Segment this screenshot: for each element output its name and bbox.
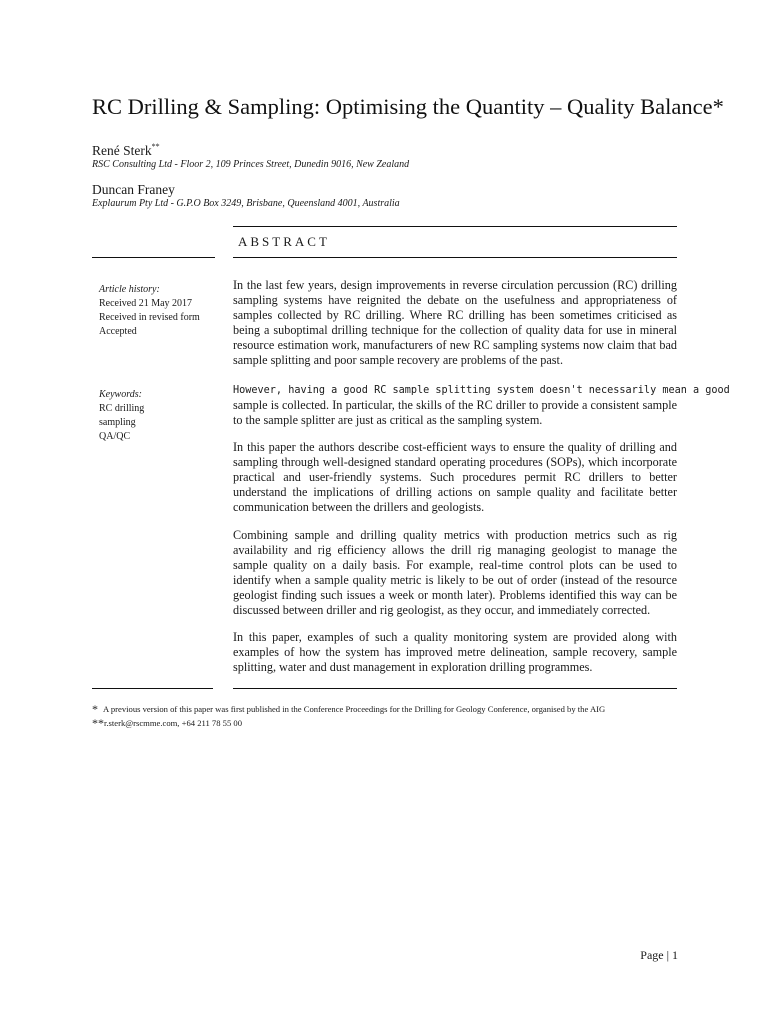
keyword-item: sampling — [99, 417, 136, 428]
keywords-heading: Keywords: — [99, 389, 142, 400]
author-name — [92, 142, 160, 159]
footnote-2-mark: ** — [92, 716, 104, 730]
abstract-bottom-rule — [233, 688, 677, 689]
abstract-paragraph-2-first-line: However, having a good RC sample splitting system doesn't necessarily mean a good — [233, 385, 730, 396]
footnote-2-text: r.sterk@rscmme.com, +64 211 78 55 00 — [104, 718, 242, 728]
article-history-received: Received 21 May 2017 — [99, 298, 193, 309]
page-number: Page | 1 — [640, 948, 678, 962]
keywords — [99, 388, 144, 444]
article-history-revised: Received in revised form — [99, 312, 200, 323]
article-history — [99, 283, 200, 339]
footnote-1-mark: * — [92, 702, 98, 716]
sidebar-top-rule — [92, 257, 215, 258]
keyword-item: RC drilling — [99, 403, 145, 414]
abstract-paragraph-5: In this paper, examples of such a quality monitoring system are provided along with examples of how the system has improved metre delineation, sample recovery, sample splitting, water and dust management in exploration drilling programmes. — [233, 630, 677, 674]
abstract-heading-rule — [233, 257, 677, 258]
author-1-footnote-mark: ** — [151, 142, 160, 151]
abstract-paragraph-4: Combining sample and drilling quality metrics with production metrics such as rig availability and rig efficiency allows the drill rig managing geologist to manage the sample quality on a daily basis. For example, real-time control plots can be used to identify when a sample quality metric is likely to be out of order (instead of the resource geologist finding such issues a week or month later). Problems identified this way can be discussed between driller and rig geologist, as they occur, and immediately corrected. — [233, 528, 677, 617]
abstract-paragraph-2: sample is collected. In particular, the skills of the RC driller to provide a consistent sample to the sample splitter are just as critical as the sampling system. — [233, 398, 677, 427]
abstract-paragraph-3: In this paper the authors describe cost-efficient ways to ensure the quality of drilling and sampling through well-designed standard operating procedures (SOPs), which incorporate practical and user-friendly systems. Such procedures permit RC drillers to better understand the implications of drilling actions on sample quality and facilitate better communication between the drillers and geologists. — [233, 440, 677, 514]
keyword-item: QA/QC — [99, 431, 131, 442]
paper-title: RC Drilling & Sampling: Optimising the Quantity – Quality Balance* — [92, 94, 724, 119]
author-1-affiliation: RSC Consulting Ltd - Floor 2, 109 Princes Street, Dunedin 9016, New Zealand — [92, 159, 410, 170]
article-history-accepted: Accepted — [99, 326, 137, 337]
abstract-heading: ABSTRACT — [238, 234, 330, 249]
author-2-affiliation: Explaurum Pty Ltd - G.P.O Box 3249, Brisbane, Queensland 4001, Australia — [92, 198, 400, 209]
footnote-2 — [92, 716, 242, 731]
author-2-name: Duncan Franey — [92, 182, 175, 197]
footnote-1-text: A previous version of this paper was first published in the Conference Proceedings for the Drilling for Geology Conference, organised by the AIG — [103, 704, 606, 714]
footnote-1 — [92, 702, 605, 717]
article-history-heading: Article history: — [99, 284, 160, 295]
footnote-separator-left — [92, 688, 213, 689]
abstract-top-rule — [233, 226, 677, 227]
author-1-name: René Sterk — [92, 143, 152, 158]
abstract-paragraph-1: In the last few years, design improvements in reverse circulation percussion (RC) drilling sampling systems have reignited the debate on the usefulness and appropriateness of samples collected by RC drilling. Where RC drilling has been sometimes criticised as being a suboptimal drilling technique for the collection of quality data for use in mineral resource estimation work, manufacturers of new RC sampling systems now claim that bad sample splitting and poor sample recovery are problems of the past. — [233, 278, 677, 367]
